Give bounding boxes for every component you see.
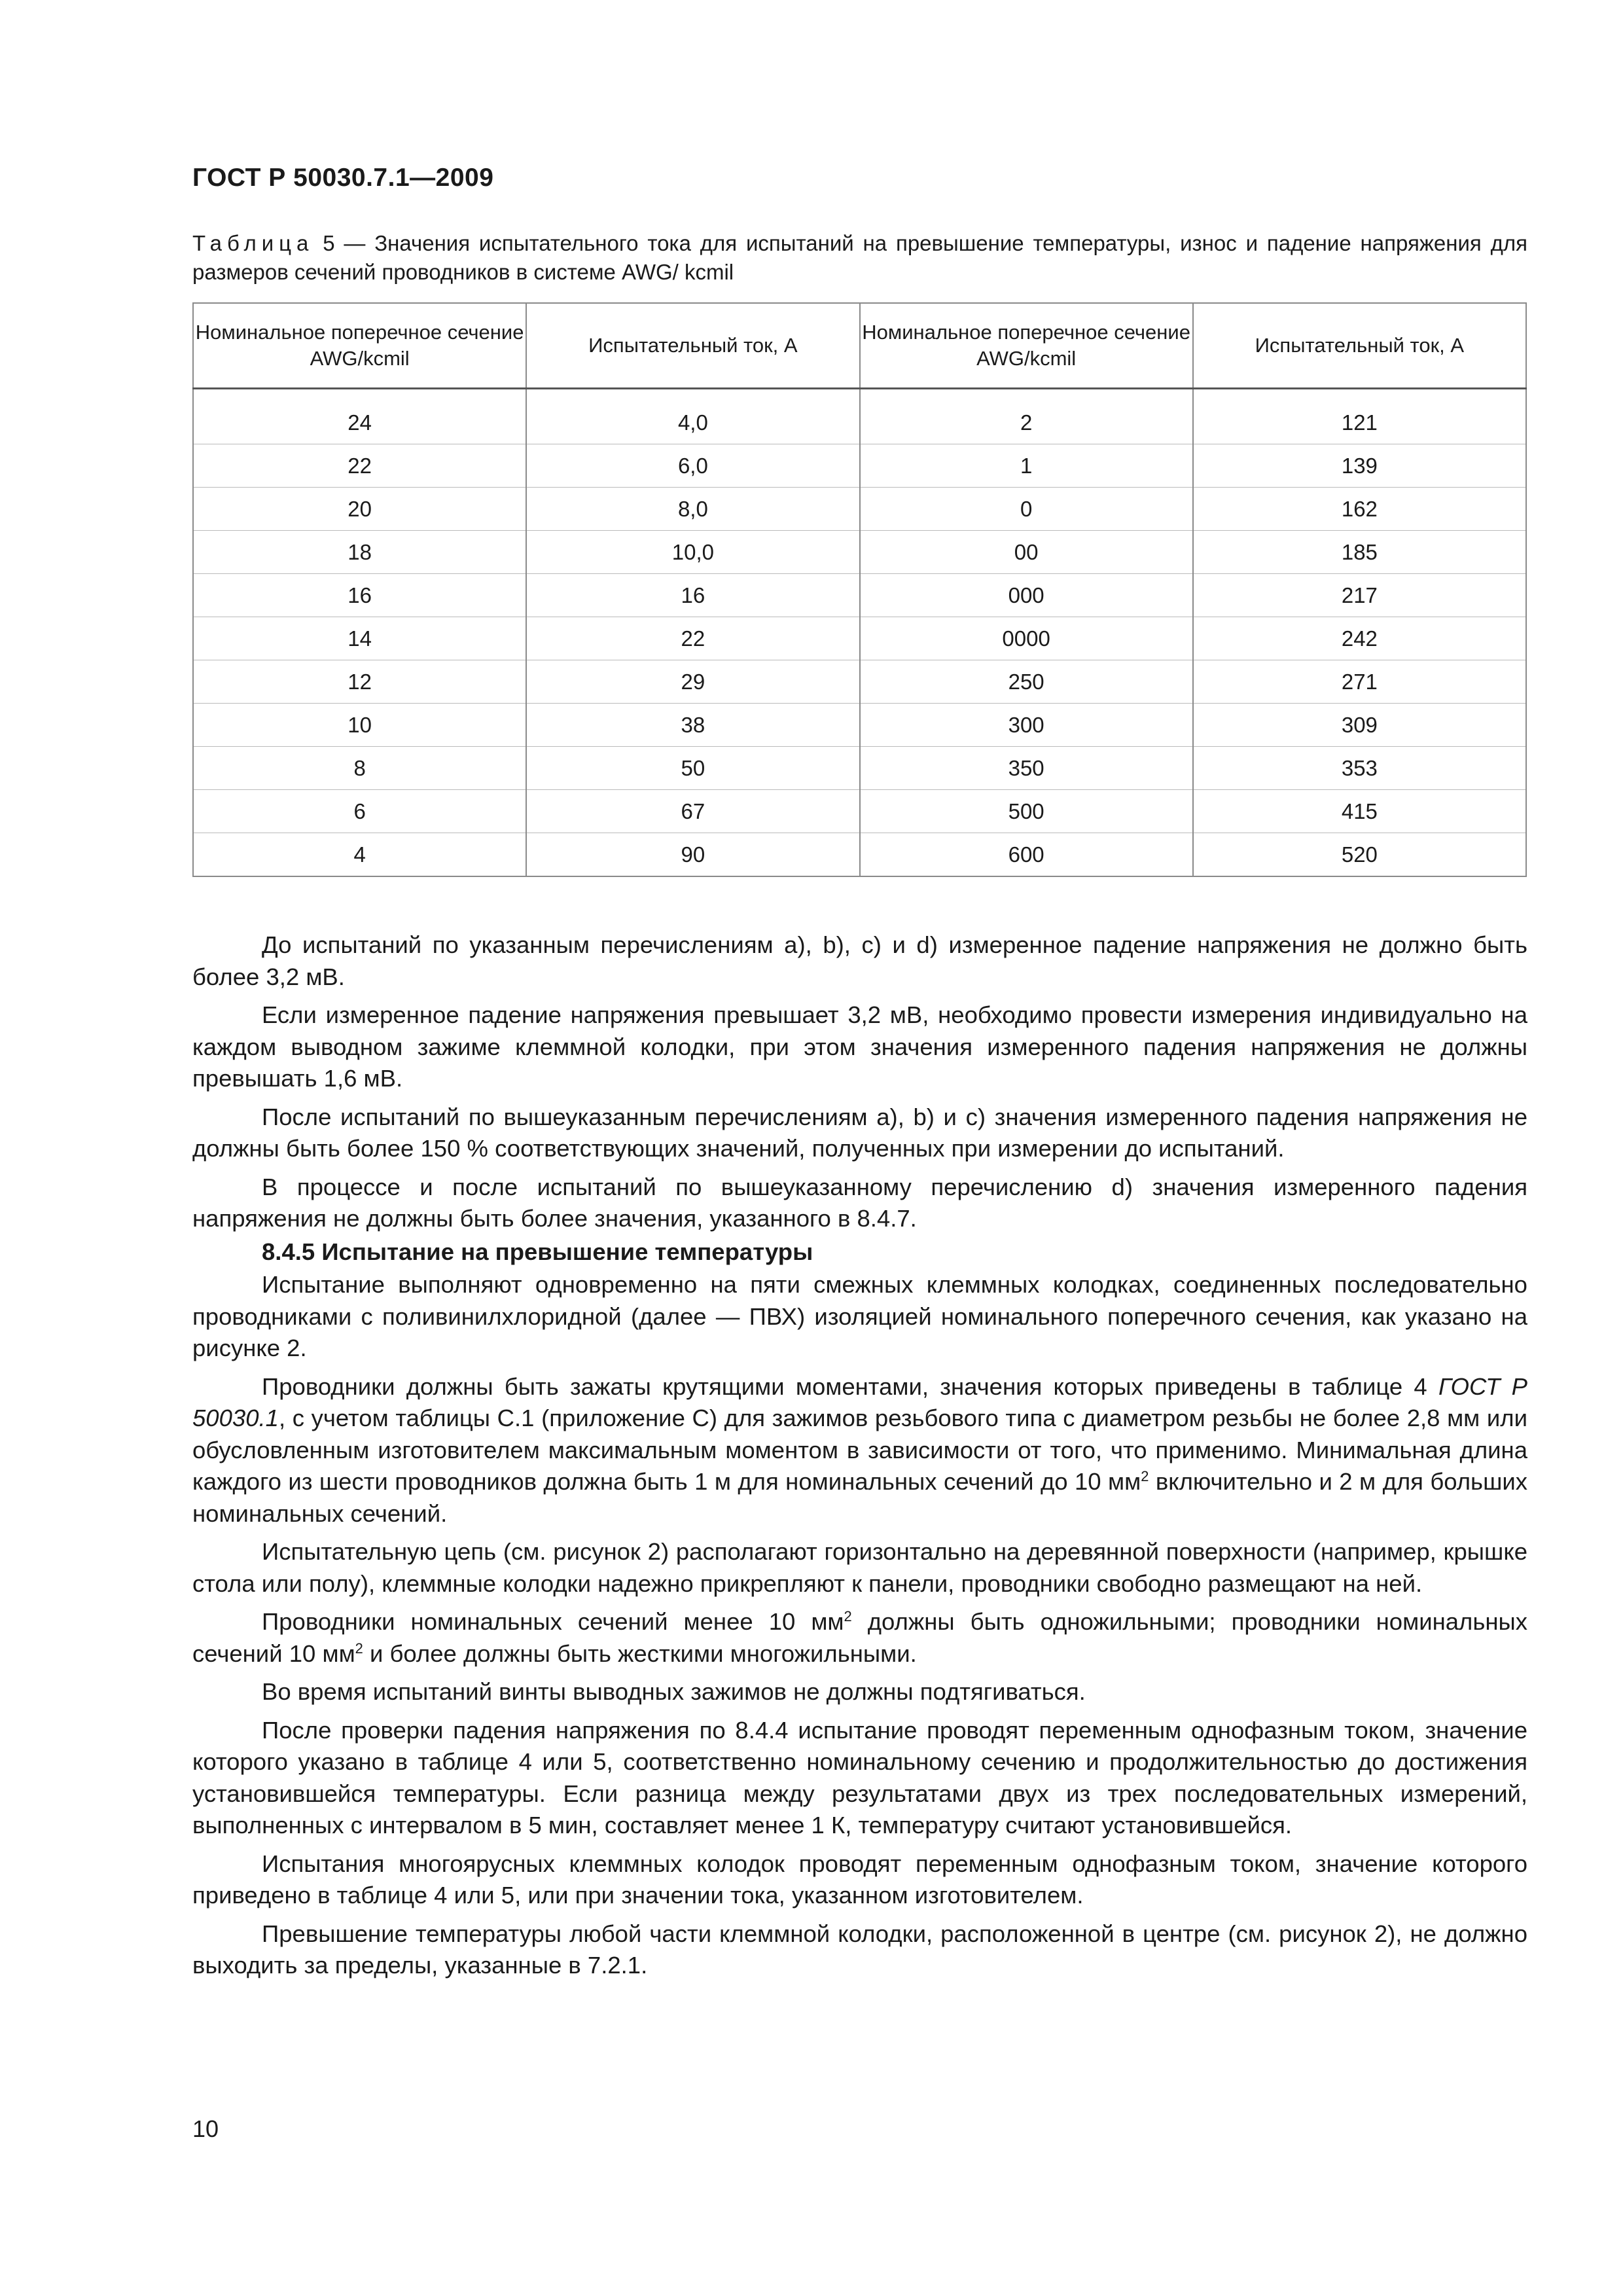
table-cell: 00 <box>860 531 1193 574</box>
table-cell: 271 <box>1193 660 1526 704</box>
table-cell: 0000 <box>860 617 1193 660</box>
column-header: Испытательный ток, А <box>526 303 859 389</box>
table-cell: 16 <box>193 574 526 617</box>
column-header: Номинальное поперечное сечение AWG/kcmil <box>860 303 1193 389</box>
table-row <box>193 790 1526 833</box>
table-cell: 50 <box>526 747 859 790</box>
table-cell: 4 <box>193 833 526 877</box>
table-cell: 185 <box>1193 531 1526 574</box>
column-header: Номинальное поперечное сечение AWG/kcmil <box>193 303 526 389</box>
paragraph: В процессе и после испытаний по вышеуказанному перечислению d) значения измеренного падения напряжения не должны быть более значения, указанного в 8.4.7. <box>192 1173 1527 1232</box>
table-row <box>193 617 1526 660</box>
table-cell: 24 <box>193 389 526 444</box>
test-current-table <box>192 302 1527 877</box>
table-cell: 18 <box>193 531 526 574</box>
superscript: 2 <box>355 1640 363 1657</box>
table-body <box>193 389 1526 877</box>
table-cell: 90 <box>526 833 859 877</box>
table-cell: 20 <box>193 488 526 531</box>
table-header-row <box>193 303 1526 389</box>
superscript: 2 <box>844 1607 852 1624</box>
table-cell: 4,0 <box>526 389 859 444</box>
superscript: 2 <box>1141 1467 1149 1484</box>
table-cell: 0 <box>860 488 1193 531</box>
table-cell: 67 <box>526 790 859 833</box>
table-cell: 309 <box>1193 704 1526 747</box>
paragraph-text: , с учетом таблицы С.1 (приложение С) для зажимов резьбового типа с диаметром резьбы не более 2,8 мм или обусловленным изготовителем максимальным моментом в зависимости от того, что применимо. Минимальная длина каждого из шести проводников должна быть 1 м для номинальных сечений до 10 мм <box>192 1405 1527 1495</box>
table-cell: 217 <box>1193 574 1526 617</box>
paragraph <box>192 1371 1527 1530</box>
table-cell: 500 <box>860 790 1193 833</box>
table-cell: 520 <box>1193 833 1526 877</box>
table-caption <box>192 229 1527 287</box>
table-cell: 8 <box>193 747 526 790</box>
table-row <box>193 747 1526 790</box>
paragraph: Во время испытаний винты выводных зажимов не должны подтягиваться. <box>262 1678 1086 1705</box>
table-cell: 1 <box>860 444 1193 488</box>
paragraph-text: Проводники должны быть зажаты крутящими моментами, значения которых приведены в таблице 4 <box>262 1372 1438 1400</box>
section-heading: 8.4.5 Испытание на превышение температуры <box>262 1238 813 1265</box>
table-cell: 22 <box>526 617 859 660</box>
table-cell: 29 <box>526 660 859 704</box>
table-cell: 250 <box>860 660 1193 704</box>
table-cell: 6 <box>193 790 526 833</box>
table-cell: 6,0 <box>526 444 859 488</box>
paragraph: Испытания многоярусных клеммных колодок проводят переменным однофазным током, значение которого приведено в таблице 4 или 5, или при значении тока, указанном изготовителем. <box>192 1850 1527 1909</box>
table-cell: 139 <box>1193 444 1526 488</box>
paragraph: После проверки падения напряжения по 8.4.4 испытание проводят переменным однофазным током, значение которого указано в таблице 4 или 5, соответственно номинальному сечению и продолжительностью до достижения установившейся температуры. Если разница между результатами двух из трех последовательных измерений, выполненных с интервалом в 5 мин, составляет менее 1 К, температуру считают установившейся. <box>192 1716 1527 1839</box>
document-header: ГОСТ Р 50030.7.1—2009 <box>192 164 494 192</box>
table-row <box>193 660 1526 704</box>
paragraph: Если измеренное падение напряжения превышает 3,2 мВ, необходимо провести измерения индивидуально на каждом выводном зажиме клеммной колодки, при этом значения измеренного падения напряжения не должны превышать 1,6 мВ. <box>192 1001 1527 1092</box>
table-cell: 415 <box>1193 790 1526 833</box>
paragraph-text: и более должны быть жесткими многожильными. <box>363 1640 917 1667</box>
table-cell: 14 <box>193 617 526 660</box>
table-row <box>193 574 1526 617</box>
column-header: Испытательный ток, А <box>1193 303 1526 389</box>
table-cell: 2 <box>860 389 1193 444</box>
table-cell: 12 <box>193 660 526 704</box>
paragraph-text: должны быть одножильными; проводники номинальных сечений 10 мм <box>192 1608 1527 1667</box>
table-row <box>193 531 1526 574</box>
paragraph: Испытание выполняют одновременно на пяти смежных клеммных колодках, соединенных последовательно проводниками с поливинилхлоридной (далее — ПВХ) изоляцией номинального поперечного сечения, как указано на рисунке 2. <box>192 1271 1527 1361</box>
paragraph: После испытаний по вышеуказанным перечислениям а), b) и с) значения измеренного падения напряжения не должны быть более 150 % соответствующих значений, полученных при измерении до испытаний. <box>192 1103 1527 1162</box>
table-cell: 353 <box>1193 747 1526 790</box>
paragraph <box>192 1606 1527 1670</box>
table-row <box>193 389 1526 444</box>
table-cell: 10,0 <box>526 531 859 574</box>
table-cell: 8,0 <box>526 488 859 531</box>
standard-reference: ГОСТ Р 50030.1 <box>192 1372 1527 1431</box>
table-cell: 300 <box>860 704 1193 747</box>
table-cell: 38 <box>526 704 859 747</box>
body-text <box>192 929 1527 1983</box>
table-row <box>193 704 1526 747</box>
table-cell: 600 <box>860 833 1193 877</box>
table-caption-text: 5 — Значения испытательного тока для испытаний на превышение температуры, износ и падение напряжения для размеров сечений проводников в системе AWG/ kcmil <box>192 231 1527 284</box>
table-cell: 000 <box>860 574 1193 617</box>
table-cell: 10 <box>193 704 526 747</box>
table-cell: 242 <box>1193 617 1526 660</box>
paragraph: Превышение температуры любой части клеммной колодки, расположенной в центре (см. рисунок 2), не должно выходить за пределы, указанные в 7.2.1. <box>192 1920 1527 1979</box>
table-cell: 121 <box>1193 389 1526 444</box>
paragraph: До испытаний по указанным перечислениям а), b), с) и d) измеренное падение напряжения не должно быть более 3,2 мВ. <box>192 931 1527 990</box>
paragraph: Испытательную цепь (см. рисунок 2) располагают горизонтально на деревянной поверхности (например, крышке стола или полу), клеммные колодки надежно прикрепляют к панели, проводники свободно размещают на ней. <box>192 1538 1527 1597</box>
table-cell: 350 <box>860 747 1193 790</box>
paragraph-text: Проводники номинальных сечений менее 10 мм <box>262 1608 844 1635</box>
table-row <box>193 833 1526 877</box>
table-cell: 162 <box>1193 488 1526 531</box>
table-cell: 16 <box>526 574 859 617</box>
table-row <box>193 444 1526 488</box>
table-cell: 22 <box>193 444 526 488</box>
table-row <box>193 488 1526 531</box>
paragraph-text: включительно и 2 м для больших номинальных сечений. <box>192 1468 1527 1527</box>
table-caption-label: Таблица <box>192 231 314 255</box>
page-number: 10 <box>192 2115 219 2142</box>
